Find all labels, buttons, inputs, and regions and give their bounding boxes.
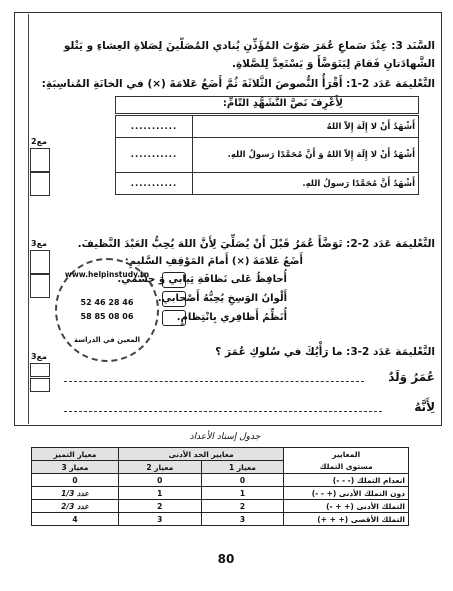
answer-dots[interactable]: ........... [116, 116, 193, 138]
level-label: التملك الأدنى [356, 501, 405, 511]
grading-row [32, 474, 409, 487]
stamp-url: www.helpinstudy.tn [64, 270, 150, 279]
behavior-option-1: أُحافِظُ عَلى نَظافَةِ ثِيابي وَ جِسْمي. [117, 274, 287, 285]
score-c3: 4 [32, 513, 119, 526]
score-box-1b [30, 172, 50, 196]
behavior-option-3: أُنَظِّمُ أَظافِري بِانْتِظامٍ. [176, 312, 287, 323]
shahada-row [116, 138, 419, 173]
score-c3: عدد 1/3 [32, 487, 119, 500]
stamp-caption: المعين في الدراسة [74, 336, 140, 344]
score-c3: 0 [32, 474, 119, 487]
grading-header-row [32, 448, 409, 461]
page-number: 80 [217, 552, 235, 566]
question-2-sub: أَضَعُ عَلامَةَ (×) أَمامَ المَوْقِفِ السَّليمِ: [124, 256, 303, 267]
header-criteria-label: المعايير [332, 450, 361, 459]
score-c2: 2 [118, 500, 201, 513]
score-c1: 2 [201, 500, 284, 513]
stamp-phone-1: 52 46 28 46 [80, 298, 134, 307]
criterion-2: معيار 2 [118, 461, 201, 474]
shahada-option-3: أَشْهَدُ أَنَّ مُحَمَّدًا رَسولُ اللهِ. [193, 173, 419, 195]
header-level-label: مستوى التملك [319, 462, 373, 471]
level-label: التملك الأقصى [350, 514, 405, 524]
level-symbol: (- - -) [332, 475, 355, 485]
header-excellence: معيار التميز [32, 448, 119, 461]
criterion-3: معيار 3 [32, 461, 119, 474]
situation-line-1: السَّنَد 3: عِنْدَ سَماعِ عُمَرَ صَوْتَ المُؤَذِّنِ يُنادي المُصَلّينَ لِصَلاةِ العِشاءِ و يَتْلو [63, 40, 435, 52]
question-1-instruction: التَّعْليمَة عَدَد 2-1: أَقْرَأُ النُّصوصَ الثَّلاثَةَ ثُمَّ أَضَعُ عَلامَةَ (×) في الخانَةِ المُناسِبَةِ: [41, 78, 435, 90]
answer-label-1: عُمَرُ وَلَدٌ [388, 370, 435, 384]
box-title: لِأَعْرِفَ نَصَّ التَّشَهُّدِ التّامِّ: [222, 98, 343, 109]
shahada-row [116, 173, 419, 195]
level-symbol: (+ - -) [311, 488, 337, 498]
level-cell [284, 513, 409, 526]
shahada-row [116, 116, 419, 138]
margin-mark-3: مع3 [31, 352, 47, 361]
answer-line-2[interactable] [64, 411, 382, 412]
grading-row [32, 487, 409, 500]
score-box-2a [30, 250, 50, 274]
score-box-2b [30, 274, 50, 298]
criterion-1: معيار 1 [201, 461, 284, 474]
answer-label-2: لِأَنَّهُ [414, 400, 435, 414]
header-minimum: معايير الحد الأدنى [118, 448, 283, 461]
answer-dots[interactable]: ........... [116, 138, 193, 173]
level-cell [284, 487, 409, 500]
score-box-3b [30, 378, 50, 392]
grading-caption: جدول إسناد الأعداد [189, 432, 261, 442]
score-box-3a [30, 363, 50, 377]
grading-table [31, 447, 409, 526]
situation-line-2: الشَّهادَتانِ فَقامَ لِيَتَوَضَّأَ وَ يَسْتَعِدَّ لِلصَّلاةِ. [231, 58, 435, 70]
margin-mark-1: مع2 [31, 137, 47, 146]
shahada-option-2: أَشْهَدُ أَنْ لا إِلَهَ إِلاّ اللهُ وَ أَنَّ مُحَمَّدًا رَسولُ اللهِ. [193, 138, 419, 173]
score-box-1a [30, 148, 50, 172]
answer-dots[interactable]: ........... [116, 173, 193, 195]
score-c1: 3 [201, 513, 284, 526]
answer-line-1[interactable] [64, 381, 364, 382]
score-c2: 0 [118, 474, 201, 487]
score-c3: عدد 2/3 [32, 500, 119, 513]
level-cell [284, 500, 409, 513]
behavior-option-2: أَلْوانُ الوَسِخِ يُحِبُّهُ أَصْحابي. [157, 293, 287, 304]
stamp-phone-2: 58 85 08 06 [80, 312, 134, 321]
question-2-instruction: التَّعْليمَة عَدَد 2-2: تَوَضَّأَ عُمَرُ قَبْلَ أَنْ يُصَلِّيَ لِأَنَّ اللهَ يُحِبُّ العَبْدَ النَّظيفَ. [77, 238, 435, 250]
score-c1: 1 [201, 487, 284, 500]
level-label: دون التملك الأدنى [338, 488, 405, 498]
score-c2: 3 [118, 513, 201, 526]
content-area [28, 14, 441, 424]
level-symbol: (+ + +) [317, 514, 349, 524]
grading-row [32, 500, 409, 513]
header-criteria [284, 448, 409, 474]
watermark-stamp [55, 258, 159, 362]
margin-mark-2: مع3 [31, 239, 47, 248]
shahada-option-1: أَشْهَدُ أَنْ لا إِلَهَ إِلاّ اللهُ [193, 116, 419, 138]
shahada-table [115, 115, 419, 195]
level-cell [284, 474, 409, 487]
score-c2: 1 [118, 487, 201, 500]
score-c1: 0 [201, 474, 284, 487]
grading-row [32, 513, 409, 526]
level-label: انعدام التملك [356, 475, 405, 485]
level-symbol: (+ + -) [326, 501, 354, 511]
question-3-instruction: التَّعْليمَة عَدَد 2-3: ما رَأْيُكَ في سُلوكِ عُمَرَ ؟ [215, 346, 435, 358]
